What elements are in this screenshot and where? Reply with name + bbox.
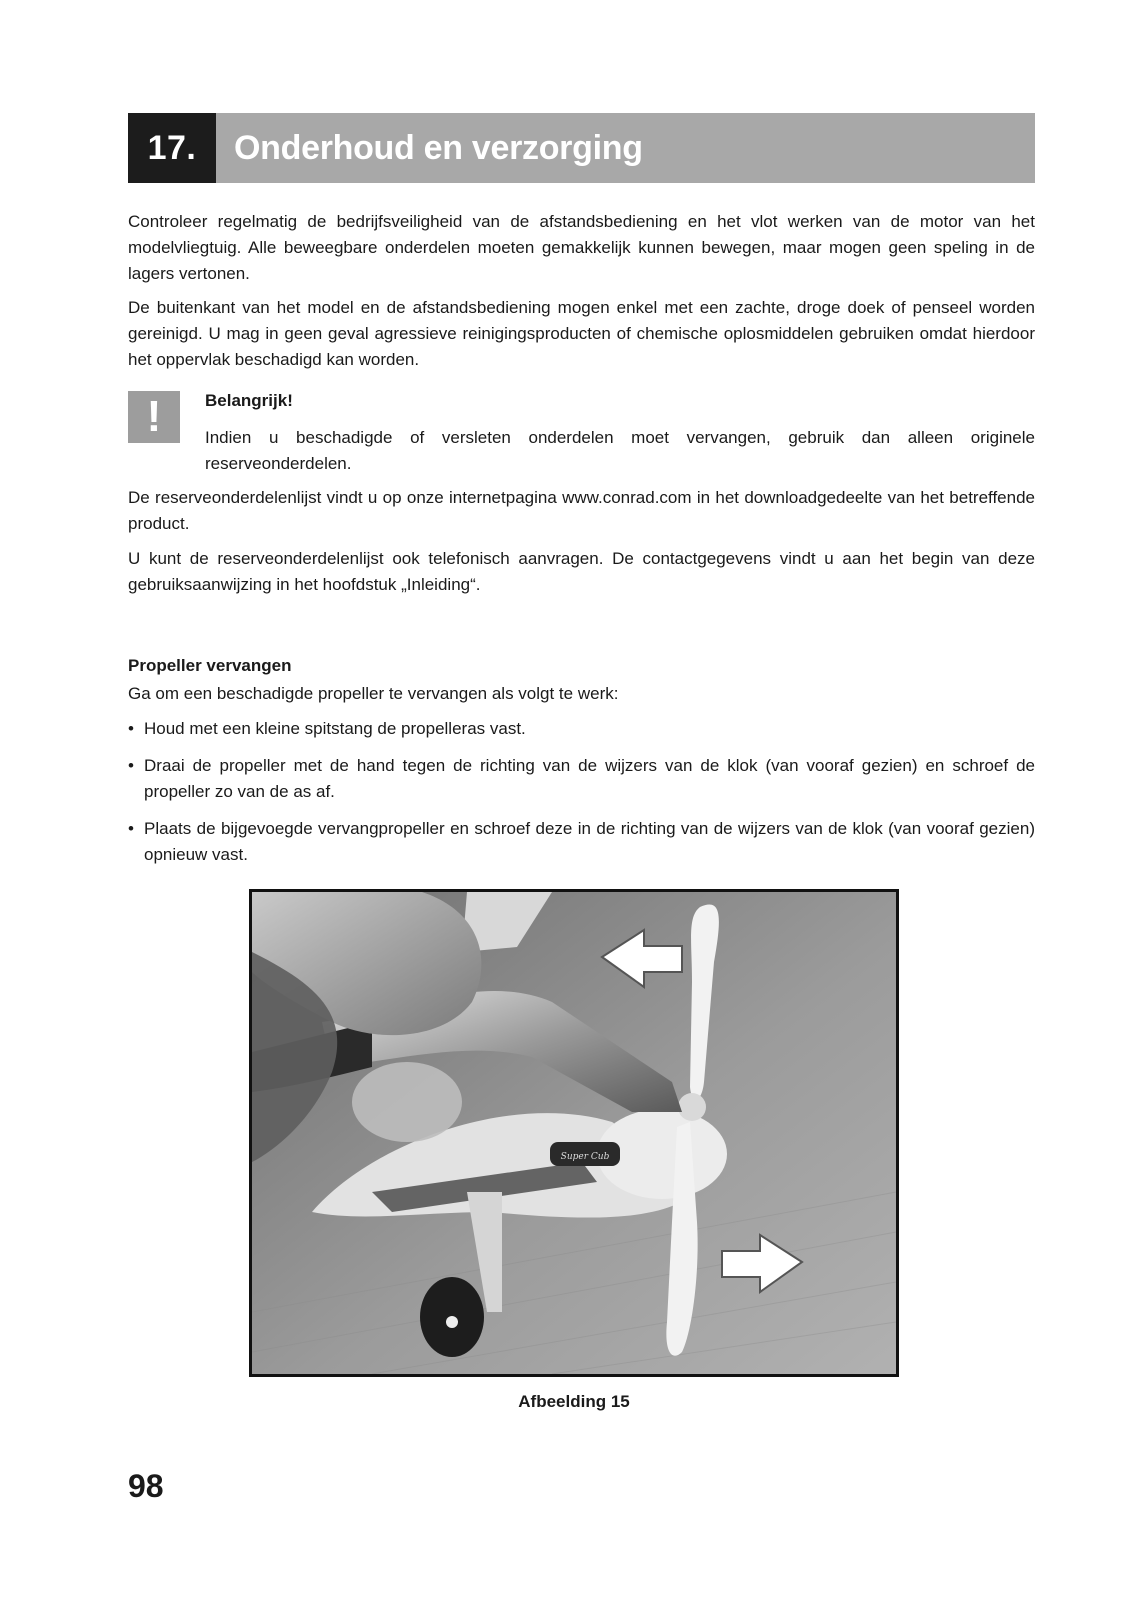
photo-illustration (252, 892, 896, 1374)
list-item (128, 753, 1035, 805)
paragraph-maintenance-check: Controleer regelmatig de bedrijfsveiligheid van de afstandsbediening en het vlot werken van de motor van het modelvliegtuig. Alle beweegbare onderdelen moeten gemakkelijk kunnen bewegen, maar mogen geen speling in de lagers vertonen. (128, 212, 1035, 283)
chapter-title: Onderhoud en verzorging (234, 128, 643, 167)
list-item-text: Draai de propeller met de hand tegen de richting van de wijzers van de klok (van vooraf gezien) en schroef de propeller zo van de as af. (144, 756, 1035, 801)
chapter-number: 17. (128, 113, 216, 183)
list-item (128, 716, 1035, 742)
bullet-mark: • (128, 756, 134, 775)
list-item-text: Plaats de bijgevoegde vervangpropeller en schroef deze in de richting van de wijzers van de klok (van vooraf gezien) opnieuw vast. (144, 819, 1035, 864)
list-item (128, 816, 1035, 868)
chapter-header (128, 113, 1035, 183)
finger (352, 1062, 462, 1142)
paragraph-phone-request: U kunt de reserveonderdelenlijst ook telefonisch aanvragen. De contactgegevens vindt u aan het begin van deze gebruiksaanwijzing in het hoofdstuk „Inleiding“. (128, 549, 1035, 594)
propeller-hub (678, 1093, 706, 1121)
paragraph-cleaning: De buitenkant van het model en de afstandsbediening mogen enkel met een zachte, droge doek of penseel worden gereinigd. U mag in geen geval agressieve reinigingsproducten of chemische oplosmiddelen gebruiken omdat hierdoor het oppervlak beschadigd kan worden. (128, 298, 1035, 369)
page-number: 98 (128, 1468, 164, 1504)
section-heading: Propeller vervangen (128, 656, 292, 675)
bullet-mark: • (128, 719, 134, 738)
section-intro: Ga om een beschadigde propeller te vervangen als volgt te werk: (128, 684, 619, 703)
list-item-text: Houd met een kleine spitstang de propelleras vast. (144, 719, 526, 738)
warning-text: Indien u beschadigde of versleten onderdelen moet vervangen, gebruik dan alleen originele reserveonderdelen. (205, 428, 1035, 473)
paragraph-spare-parts-list: De reserveonderdelenlijst vindt u op onze internetpagina www.conrad.com in het downloadgedeelte van het betreffende product. (128, 488, 1035, 533)
propeller-replacement-photo (249, 889, 899, 1377)
figure-caption: Afbeelding 15 (518, 1392, 630, 1411)
decal-text: Super Cub (560, 1152, 610, 1162)
bullet-mark: • (128, 819, 134, 838)
warning-title: Belangrijk! (205, 391, 293, 410)
exclamation-icon: ! (128, 391, 180, 443)
